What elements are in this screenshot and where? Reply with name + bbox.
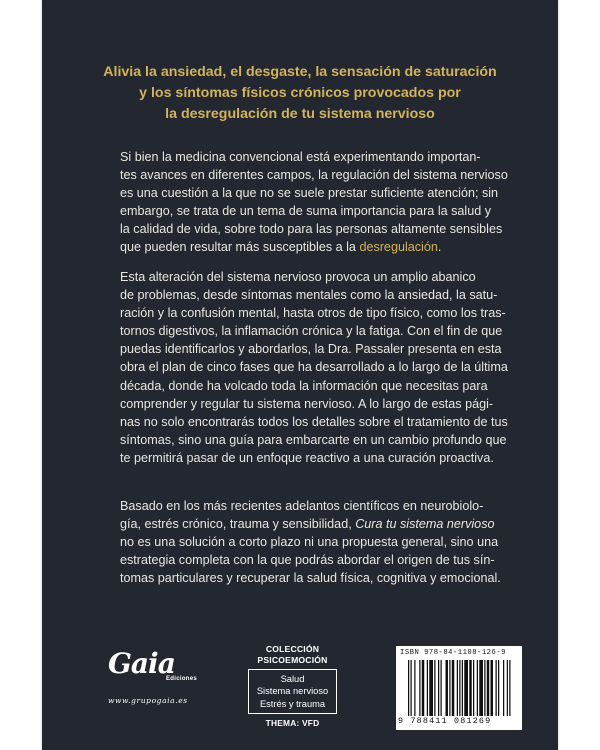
collection-topic: Salud — [280, 674, 305, 684]
text-line: de problemas, desde síntomas mentales como la ansiedad, la satu- — [120, 288, 498, 303]
text-line: comprender y regular tu sistema nervioso. A lo largo de estas pági- — [120, 396, 494, 411]
paragraph-2 — [120, 268, 508, 467]
barcode-stripe — [427, 660, 428, 716]
text-line: obra el plan de cinco fases que ha desarrollado a lo largo de la última — [120, 360, 508, 375]
text-line: no es una solución a corto plazo ni una propuesta general, sino una — [120, 535, 499, 550]
text-line: tomas particulares y recuperar la salud física, cognitiva y emocional. — [120, 571, 501, 586]
barcode-stripe — [469, 660, 472, 716]
headline-line: y los síntomas físicos crónicos provocados por — [139, 85, 461, 101]
collection-heading — [230, 644, 355, 666]
barcode-stripe — [438, 660, 439, 716]
headline-line: Alivia la ansiedad, el desgaste, la sensación de saturación — [103, 64, 497, 80]
barcode-stripe — [457, 660, 458, 716]
text-fragment: que pueden resultar más susceptibles a la — [120, 240, 360, 255]
paragraph-3 — [120, 497, 501, 587]
paragraph-1 — [120, 148, 508, 257]
collection-block — [230, 644, 355, 728]
back-cover — [42, 0, 558, 750]
barcode-stripe — [414, 660, 415, 716]
text-line: ración y la confusión mental, hasta otros de tipo físico, como los tras- — [120, 306, 506, 321]
barcode-stripe — [507, 660, 508, 716]
publisher-url: www.grupogaia.es — [108, 696, 188, 705]
barcode-stripe — [487, 660, 490, 716]
barcode-stripe — [484, 660, 485, 716]
book-title-italic: Cura tu sistema nervioso — [355, 517, 495, 532]
text-line: es una cuestión a la que no se suele prestar suficiente atención; sin — [120, 186, 499, 201]
barcode-stripe — [473, 660, 474, 716]
collection-heading-line: PSICOEMOCIÓN — [257, 655, 328, 665]
barcode-stripe — [434, 660, 435, 716]
headline — [42, 62, 558, 125]
text-fragment: . — [437, 240, 442, 255]
text-line: la calidad de vida, sobre todo para las personas altamente sensibles — [120, 222, 503, 237]
highlight-term: desregulación — [359, 240, 438, 255]
text-line: puedas identificarlos y abordarlos, la Dra. Passaler presenta en esta — [120, 342, 502, 357]
barcode-digits: 9 788411 081269 — [398, 716, 492, 726]
barcode-stripe — [509, 660, 510, 716]
barcode-stripe — [452, 660, 455, 716]
barcode-bars — [408, 660, 518, 716]
text-line: síntomas, sino una guía para embarcarte en un cambio profundo que — [120, 432, 507, 447]
barcode-stripe — [496, 660, 497, 716]
barcode-stripe — [491, 660, 494, 716]
text-line: nas no solo encontrarás todos los detalles sobre el tratamiento de tus — [120, 414, 508, 429]
text-fragment: gía, estrés crónico, trauma y sensibilidad, — [120, 517, 356, 532]
barcode-stripe — [459, 660, 460, 716]
barcode-stripe — [479, 660, 483, 716]
collection-topic: Sistema nervioso — [256, 686, 329, 697]
publisher-logo — [108, 646, 218, 714]
barcode-stripe — [411, 660, 412, 716]
collection-heading-line: COLECCIÓN — [265, 644, 320, 654]
text-line: te permitirá pasar de un enfoque reactivo a una curación proactiva. — [120, 450, 494, 465]
text-line: Basado en los más recientes adelantos científicos en neurobiolo- — [120, 499, 484, 513]
text-line: Esta alteración del sistema nervioso provoca un amplio abanico — [120, 270, 476, 284]
isbn-label: ISBN 978-84-1108-126-9 — [400, 649, 506, 657]
barcode-stripe — [441, 660, 442, 716]
logo-subtitle: Ediciones — [166, 676, 198, 682]
text-line: tes avances en diferentes campos, la regulación del sistema nervioso — [120, 168, 508, 183]
barcode-stripe — [464, 660, 468, 716]
barcode-stripe — [503, 660, 504, 716]
barcode-stripe — [449, 660, 450, 716]
barcode — [396, 646, 522, 730]
barcode-stripe — [422, 660, 425, 716]
barcode-stripe — [477, 660, 478, 716]
barcode-stripe — [462, 660, 463, 716]
text-line — [120, 238, 485, 256]
barcode-stripe — [408, 660, 409, 716]
thema-code: THEMA: VFD — [265, 718, 320, 729]
headline-line: la desregulación de tu sistema nervioso — [165, 106, 435, 122]
text-line: década, donde ha volcado toda la información que necesitas para — [120, 378, 488, 393]
barcode-stripe — [419, 660, 420, 716]
text-line: embargo, se trata de un tema de suma importancia para la salud y — [120, 204, 492, 219]
barcode-stripe — [446, 660, 449, 716]
text-line: Si bien la medicina convencional está experimentando importan- — [120, 150, 481, 164]
text-line — [120, 515, 495, 533]
collection-topic: Estrés y trauma — [259, 698, 326, 709]
barcode-stripe — [429, 660, 433, 716]
collection-topics-box — [248, 669, 337, 714]
gaia-logo-wordmark: Gaia — [108, 647, 175, 680]
text-line: tornos digestivos, la inflamación crónica y la fatiga. Con el fin de que — [120, 324, 503, 339]
text-line: estrategia completa con la que podrás abordar el origen de tus sín- — [120, 553, 495, 568]
barcode-stripe — [498, 660, 499, 716]
